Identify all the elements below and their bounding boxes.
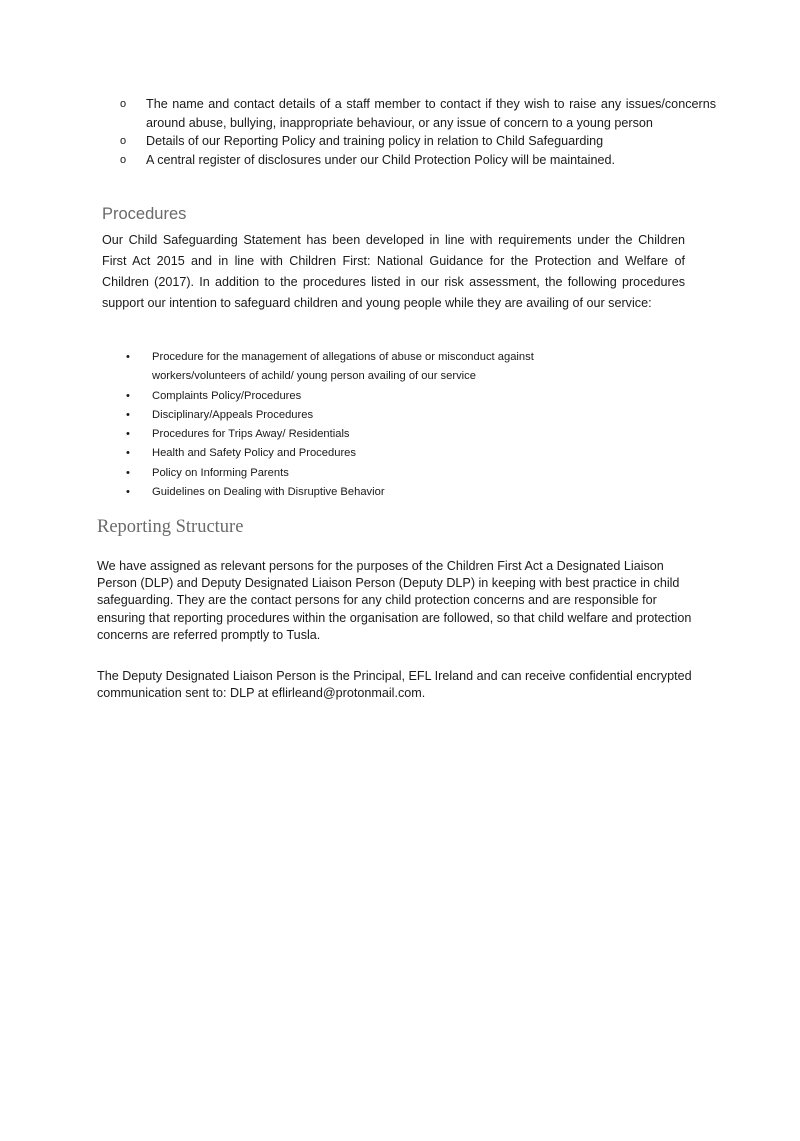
list-item xyxy=(118,132,716,151)
list-item xyxy=(124,444,604,463)
reporting-paragraph-1: We have assigned as relevant persons for the purposes of the Children First Act a Designated Liaison Person (DLP) and Deputy Designated Liaison Person (Deputy DLP) in keeping with best practice in child safeguarding. They are the contact persons for any child protection concerns and are responsible for ensuring that reporting procedures within the organisation are followed, so that child welfare and protection concerns are referred promptly to Tusla. xyxy=(97,559,692,642)
circle-bullet-icon: o xyxy=(120,135,127,147)
dot-bullet-icon: • xyxy=(126,466,130,479)
circle-bullet-icon: o xyxy=(120,153,127,166)
list-item-text: The name and contact details of a staff member to contact if they wish to raise any issues/concerns around abuse, bullying, inappropriate behaviour, or any issue of concern to a young person xyxy=(146,97,716,130)
list-item xyxy=(118,95,716,132)
list-item-text: Health and Safety Policy and Procedures xyxy=(152,447,356,460)
procedures-heading: Procedures xyxy=(102,205,187,223)
list-item-text: Details of our Reporting Policy and training policy in relation to Child Safeguarding xyxy=(146,134,604,148)
list-item xyxy=(124,464,604,483)
reporting-structure-heading: Reporting Structure xyxy=(97,517,244,537)
list-item xyxy=(124,425,604,444)
list-item-text: Disciplinary/Appeals Procedures xyxy=(152,408,314,421)
circle-bullet-icon: o xyxy=(120,98,127,110)
list-item-text: A central register of disclosures under our Child Protection Policy will be maintained. xyxy=(146,152,615,167)
dot-bullet-icon: • xyxy=(126,389,130,402)
dot-bullet-icon: • xyxy=(126,428,130,441)
reporting-paragraph-2: The Deputy Designated Liaison Person is the Principal, EFL Ireland and can receive confidential encrypted communication sent to: DLP at eflirleand@protonmail.com. xyxy=(97,669,692,701)
list-item xyxy=(124,348,604,387)
list-item-text: Procedure for the management of allegations of abuse or misconduct against workers/volunteers of achild/ young person availing of our service xyxy=(152,351,534,383)
list-item-text: Procedures for Trips Away/ Residentials xyxy=(152,428,350,441)
list-item-text: Complaints Policy/Procedures xyxy=(152,389,302,402)
list-item xyxy=(124,387,604,406)
dot-bullet-icon: • xyxy=(126,351,130,363)
top-bullet-list xyxy=(118,95,716,169)
list-item xyxy=(118,151,716,170)
dot-bullet-icon: • xyxy=(126,408,130,421)
list-item-text: Policy on Informing Parents xyxy=(152,466,289,479)
procedures-bullet-list xyxy=(124,348,604,502)
dot-bullet-icon: • xyxy=(126,447,130,460)
dot-bullet-icon: • xyxy=(126,486,130,499)
list-item xyxy=(124,483,604,502)
list-item-text: Guidelines on Dealing with Disruptive Behavior xyxy=(152,486,385,499)
list-item xyxy=(124,406,604,425)
procedures-paragraph: Our Child Safeguarding Statement has been developed in line with requirements under the Children First Act 2015 and in line with Children First: National Guidance for the Protection and Welfare of Children (2017). In addition to the procedures listed in our risk assessment, the following procedures support our intention to safeguard children and young people while they are availing of our service: xyxy=(102,233,685,310)
